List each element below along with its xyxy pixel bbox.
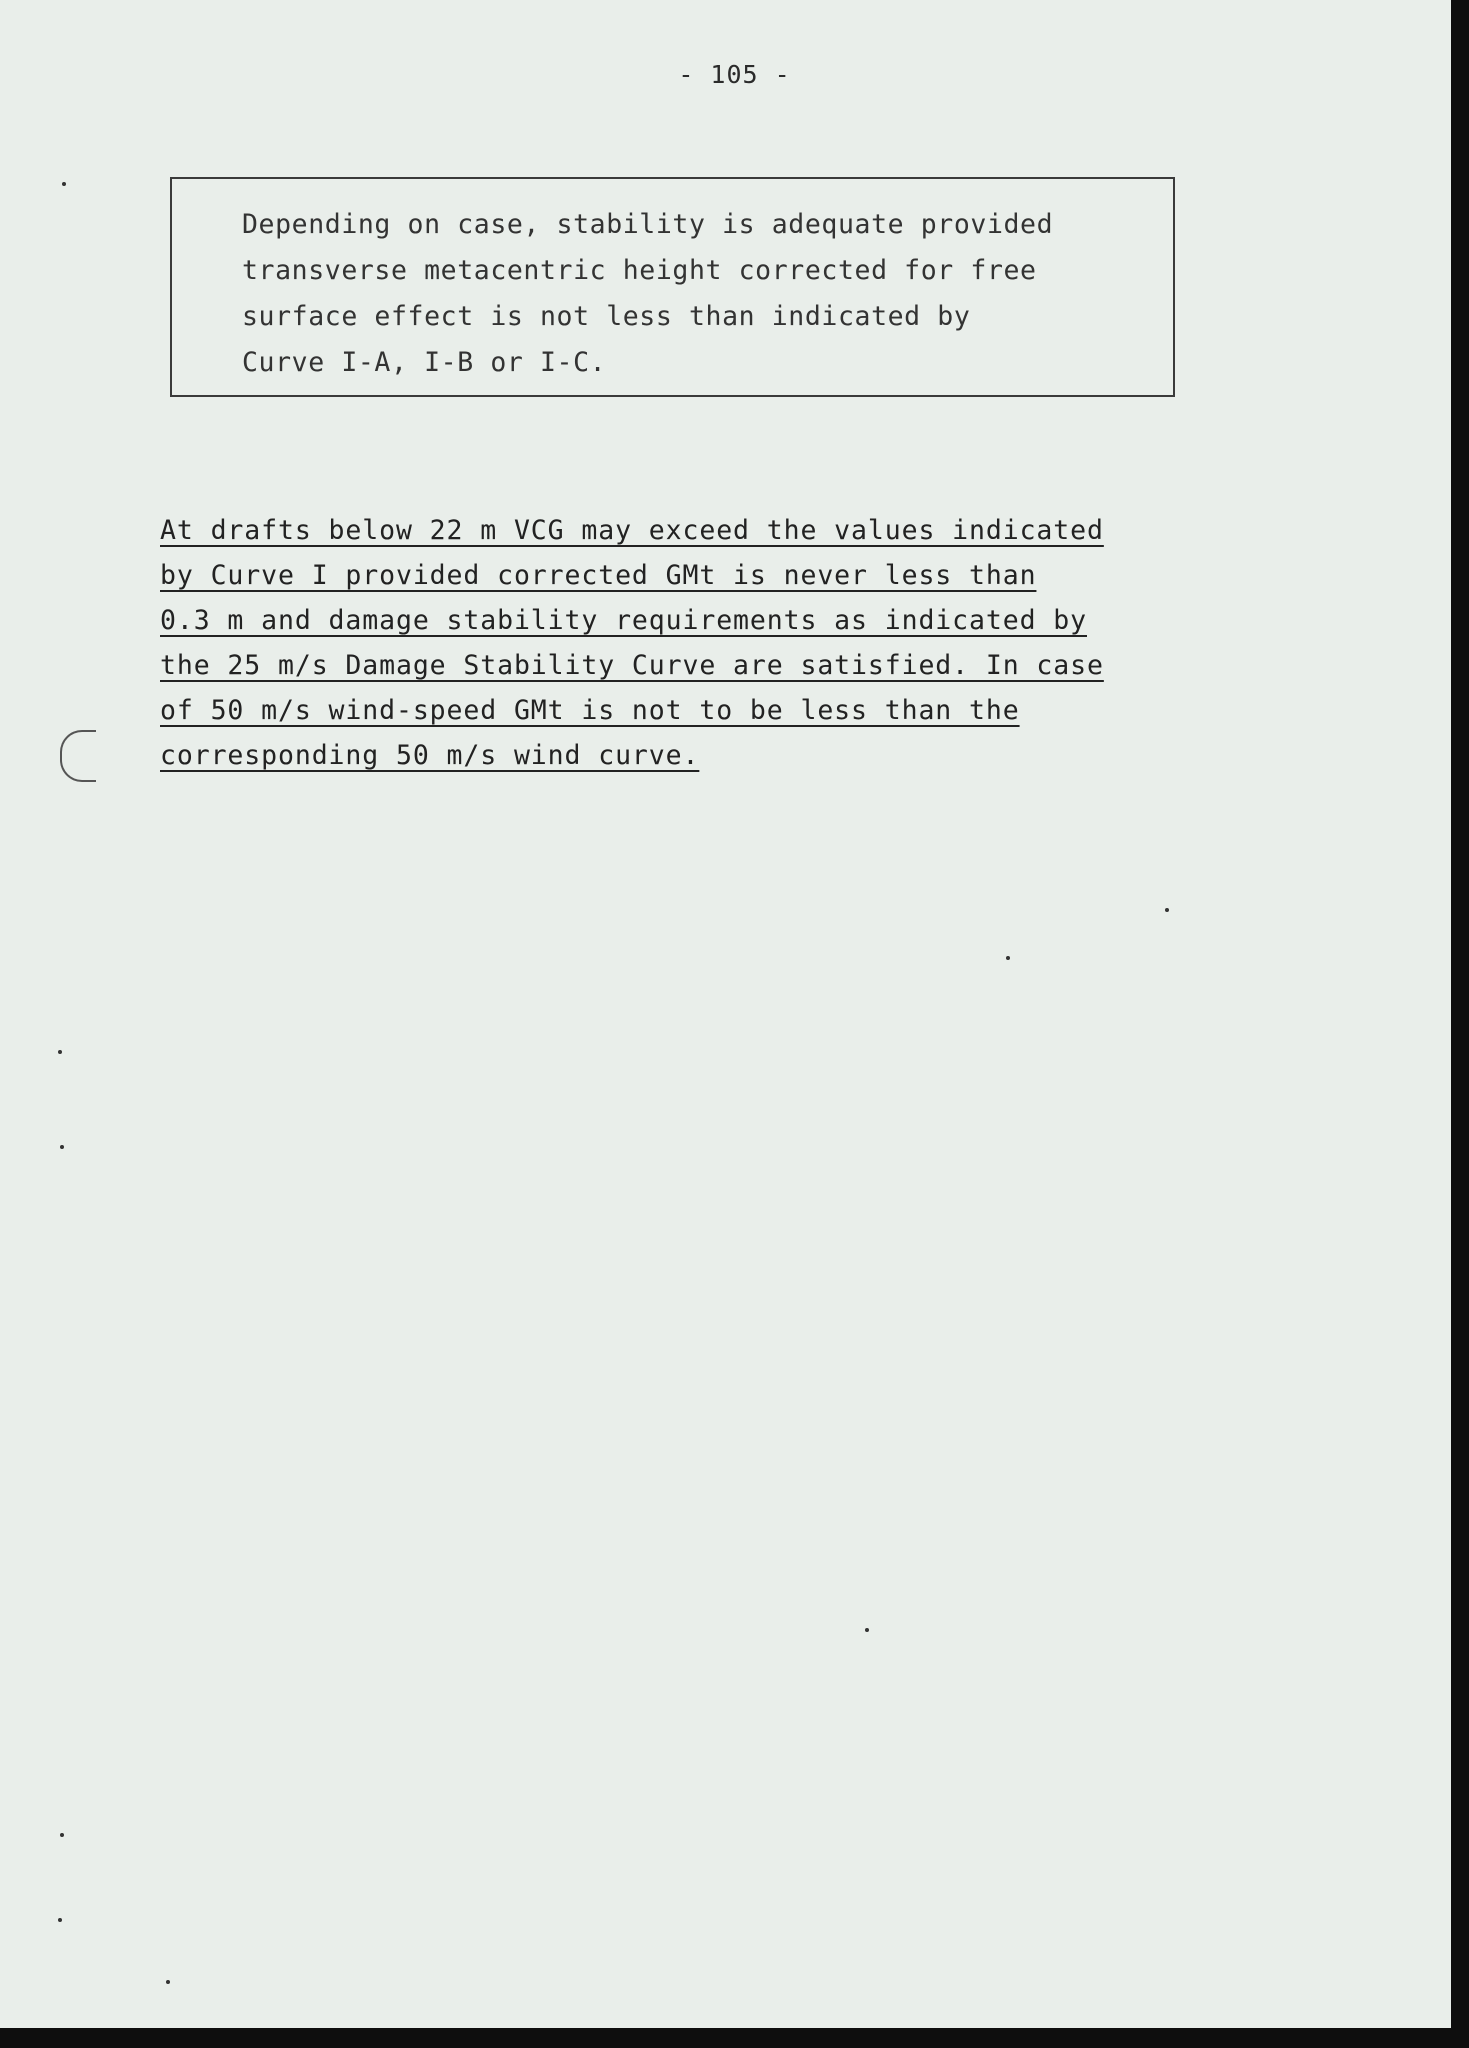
margin-bracket-mark xyxy=(60,730,96,782)
scan-border-bottom xyxy=(0,2028,1469,2048)
notice-line-1: Depending on case, stability is adequate provided xyxy=(242,209,1054,240)
scan-speck xyxy=(865,1628,869,1632)
stability-notice-box xyxy=(170,177,1175,397)
paragraph-line-3: 0.3 m and damage stability requirements as indicated by xyxy=(160,605,1087,636)
notice-line-2: transverse metacentric height corrected for free xyxy=(242,255,1037,286)
scan-speck xyxy=(60,1833,64,1837)
notice-line-3: surface effect is not less than indicated by xyxy=(242,301,971,332)
paragraph-line-1: At drafts below 22 m VCG may exceed the values indicated xyxy=(160,515,1104,546)
scan-speck xyxy=(58,1050,62,1054)
scan-speck xyxy=(1006,956,1010,960)
scan-border-right xyxy=(1451,0,1469,2048)
scan-speck xyxy=(62,182,66,186)
scan-speck xyxy=(166,1980,170,1984)
notice-line-4: Curve I-A, I-B or I-C. xyxy=(242,347,607,378)
scan-speck xyxy=(1165,908,1169,912)
paragraph-line-2: by Curve I provided corrected GMt is never less than xyxy=(160,560,1037,591)
scan-speck xyxy=(58,1918,62,1922)
page-number: - 105 - xyxy=(678,60,791,89)
paragraph-line-4: the 25 m/s Damage Stability Curve are satisfied. In case xyxy=(160,650,1104,681)
paragraph-line-5: of 50 m/s wind-speed GMt is not to be less than the xyxy=(160,695,1020,726)
scan-speck xyxy=(60,1145,64,1149)
paragraph-line-6: corresponding 50 m/s wind curve. xyxy=(160,740,700,771)
